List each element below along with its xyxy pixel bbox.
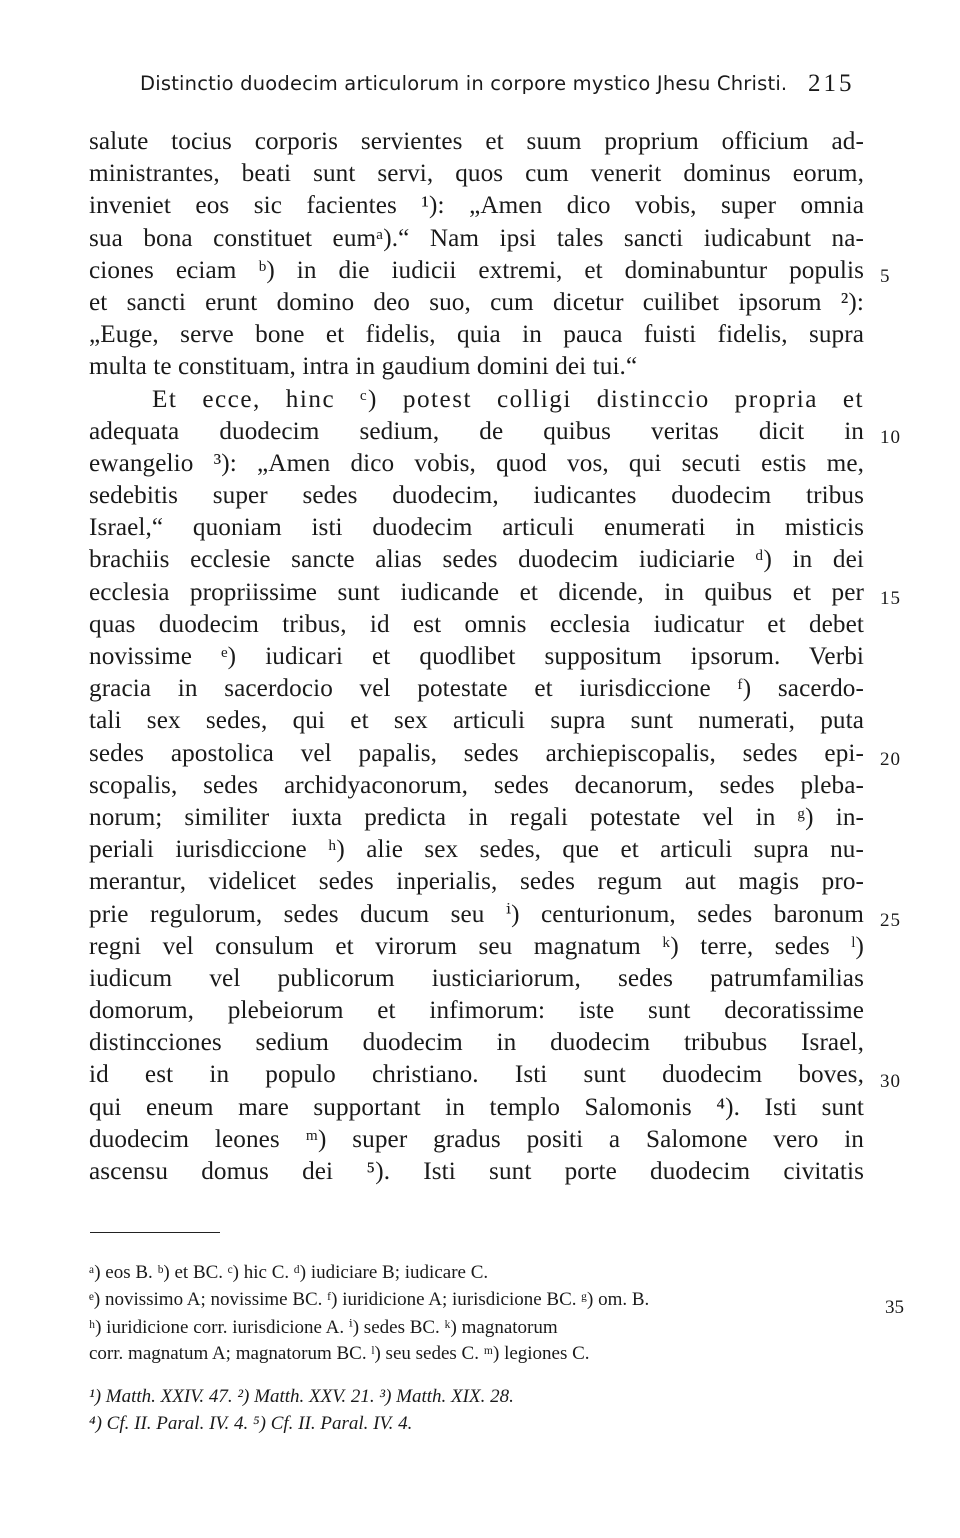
text-line: ecclesia propriissime sunt iudicande et dicende, in quibus et per bbox=[89, 578, 864, 606]
line-number: 25 bbox=[880, 910, 901, 931]
apparatus-line: ʰ) iuridicione corr. iurisdicione A. ⁱ) sedes BC. ᵏ) magnatorum bbox=[89, 1317, 558, 1338]
running-header: Distinctio duodecim articulorum in corpore mystico Jhesu Christi. bbox=[140, 72, 788, 95]
text-line: iudicum vel publicorum iusticiariorum, sedes patrumfamilias bbox=[89, 964, 864, 992]
text-line: norum; similiter iuxta predicta in regali potestate vel in ᵍ) in- bbox=[89, 803, 864, 831]
text-line: et sancti erunt domino deo suo, cum dicetur cuilibet ipsorum ²): bbox=[89, 288, 864, 316]
source-note-line: ¹) Matth. XXIV. 47. ²) Matth. XXV. 21. ³) Matth. XIX. 28. bbox=[89, 1386, 514, 1407]
line-number: 10 bbox=[880, 427, 901, 448]
footnote-separator bbox=[90, 1232, 220, 1233]
line-number: 15 bbox=[880, 588, 901, 609]
text-line: scopalis, sedes archidyaconorum, sedes decanorum, sedes pleba- bbox=[89, 771, 864, 799]
text-line: adequata duodecim sedium, de quibus veritas dicit in bbox=[89, 417, 864, 445]
text-line: periali iurisdiccione ʰ) alie sex sedes, que et articuli supra nu- bbox=[89, 836, 864, 864]
text-line: brachiis ecclesie sancte alias sedes duodecim iudiciarie ᵈ) in dei bbox=[89, 546, 864, 574]
text-line: novissime ᵉ) iudicari et quodlibet suppositum ipsorum. Verbi bbox=[89, 643, 864, 670]
text-line: salute tocius corporis servientes et suum proprium officium ad- bbox=[89, 128, 864, 155]
text-line: qui eneum mare supportant in templo Salomonis ⁴). Isti sunt bbox=[89, 1093, 864, 1121]
text-line: tali sex sedes, qui et sex articuli supra sunt numerati, puta bbox=[89, 707, 864, 735]
text-line: Israel,“ quoniam isti duodecim articuli enumerati in misticis bbox=[89, 514, 864, 542]
text-line: sua bona constituet eumᵃ).“ Nam ipsi tales sancti iudicabunt na- bbox=[89, 224, 864, 252]
text-line: Et ecce, hinc ᶜ) potest colligi distinccio propria et bbox=[152, 385, 864, 413]
text-line: prie regulorum, sedes ducum seu ⁱ) centurionum, sedes baronum bbox=[89, 900, 864, 928]
text-line: sedes apostolica vel papalis, sedes archiepiscopalis, sedes epi- bbox=[89, 739, 864, 767]
apparatus-line: ᵃ) eos B. ᵇ) et BC. ᶜ) hic C. ᵈ) iudiciare B; iudicare C. bbox=[89, 1262, 489, 1283]
line-number: 5 bbox=[880, 266, 891, 287]
text-line: quas duodecim tribus, id est omnis ecclesia iudicatur et debet bbox=[89, 610, 864, 638]
page-number: 215 bbox=[808, 70, 855, 97]
text-line: regni vel consulum et virorum seu magnatum ᵏ) terre, sedes ˡ) bbox=[89, 932, 864, 960]
text-line: ciones eciam ᵇ) in die iudicii extremi, et dominabuntur populis bbox=[89, 256, 864, 284]
text-line: ministrantes, beati sunt servi, quos cum venerit dominus eorum, bbox=[89, 160, 864, 188]
main-text bbox=[89, 126, 864, 1188]
text-line: multa te constituam, intra in gaudium domini dei tui.“ bbox=[89, 353, 638, 381]
text-line: inveniet eos sic facientes ¹): „Amen dico vobis, super omnia bbox=[89, 192, 864, 220]
line-number: 30 bbox=[880, 1071, 901, 1092]
text-line: ewangelio ³): „Amen dico vobis, quod vos, qui secuti estis me, bbox=[89, 449, 864, 477]
text-line: domorum, plebeiorum et infimorum: iste sunt decoratissime bbox=[89, 997, 864, 1025]
apparatus-line: ᵉ) novissimo A; novissime BC. ᶠ) iuridicione A; iurisdicione BC. ᵍ) om. B. bbox=[89, 1289, 650, 1310]
text-line: distincciones sedium duodecim in duodecim tribubus Israel, bbox=[89, 1029, 864, 1057]
text-line: id est in populo christiano. Isti sunt duodecim boves, bbox=[89, 1061, 864, 1089]
text-line: sedebitis super sedes duodecim, iudicantes duodecim tribus bbox=[89, 482, 864, 510]
line-number: 35 bbox=[885, 1297, 904, 1318]
apparatus-line: corr. magnatum A; magnatorum BC. ˡ) seu sedes C. ᵐ) legiones C. bbox=[89, 1343, 590, 1364]
text-line: gracia in sacerdocio vel potestate et iurisdiccione ᶠ) sacerdo- bbox=[89, 675, 864, 703]
text-line: merantur, videlicet sedes inperialis, sedes regum aut magis pro- bbox=[89, 868, 864, 896]
text-line: „Euge, serve bone et fidelis, quia in pauca fuisti fidelis, supra bbox=[89, 321, 864, 349]
line-number: 20 bbox=[880, 749, 901, 770]
text-line: duodecim leones ᵐ) super gradus positi a Salomone vero in bbox=[89, 1125, 864, 1153]
source-note-line: ⁴) Cf. II. Paral. IV. 4. ⁵) Cf. II. Paral. IV. 4. bbox=[89, 1413, 413, 1434]
text-line: ascensu domus dei ⁵). Isti sunt porte duodecim civitatis bbox=[89, 1158, 864, 1185]
